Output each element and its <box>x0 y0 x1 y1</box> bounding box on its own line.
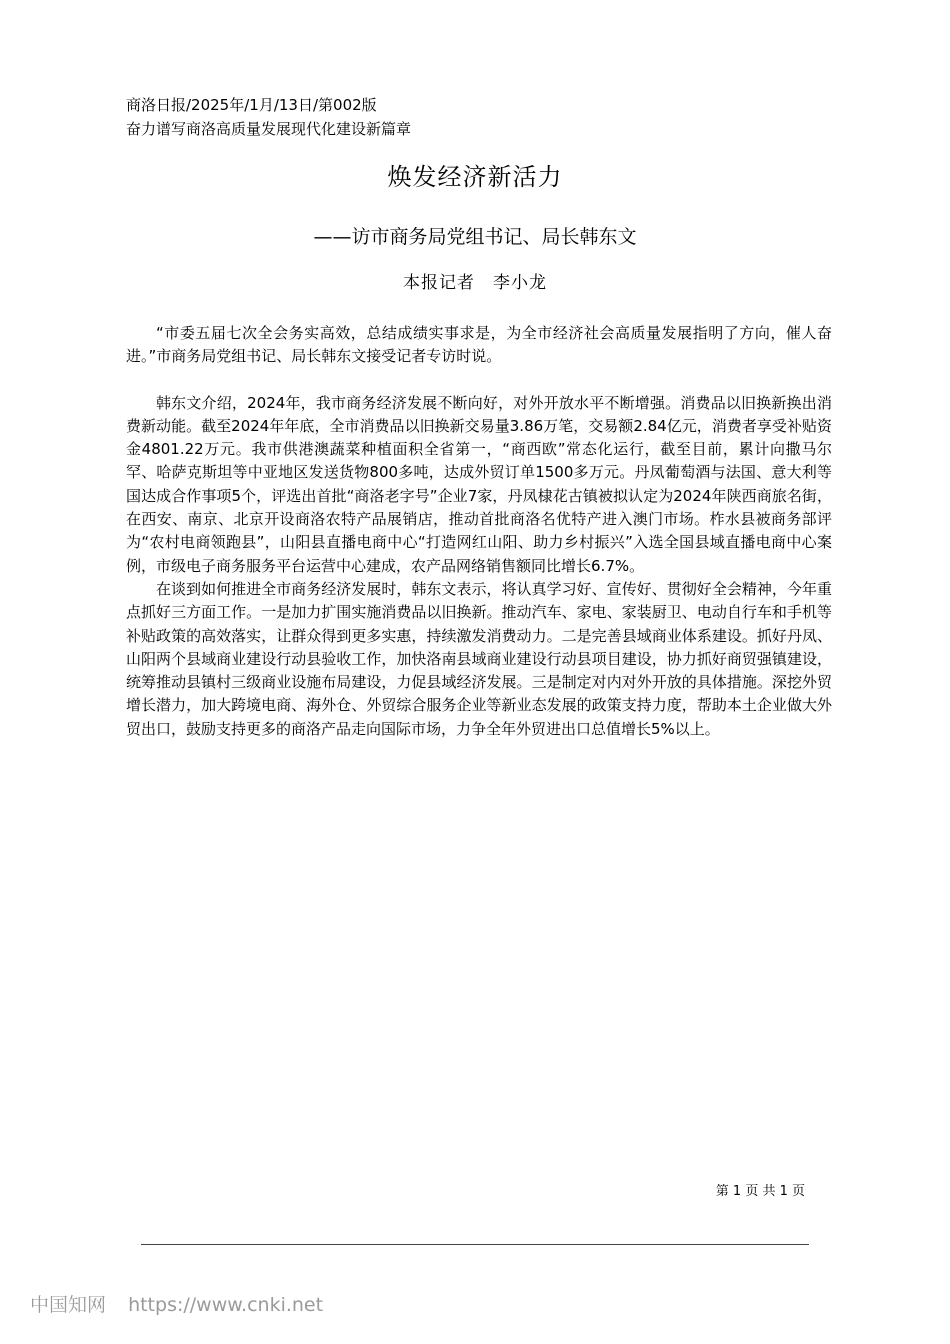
watermark-url: https://www.cnki.net <box>128 1294 324 1316</box>
column-title: 奋力谱写商洛高质量发展现代化建设新篇章 <box>126 120 412 138</box>
newspaper-source-line: 商洛日报/2025年/1月/13日/第002版 <box>126 96 377 114</box>
article-paragraph: 在谈到如何推进全市商务经济发展时，韩东文表示，将认真学习好、宣传好、贯彻好全会精神，今年重点抓好三方面工作。一是加力扩围实施消费品以旧换新。推动汽车、家电、家装厨卫、电动自行车和手机等补贴政策的高效落实，让群众得到更多实惠，持续激发消费动力。二是完善县域商业体系建设。抓好丹凤、山阳两个县域商业建设行动县验收工作，加快洛南县域商业建设行动县项目建设，协力抓好商贸强镇建设，统筹推动县镇村三级商业设施布局建设，力促县域经济发展。三是制定对内对外开放的具体措施。深挖外贸增长潜力，加大跨境电商、海外仓、外贸综合服务企业等新业态发展的政策支持力度，帮助本土企业做大外贸出口，鼓励支持更多的商洛产品走向国际市场，力争全年外贸进出口总值增长5%以上。 <box>126 579 832 738</box>
article-title: 焕发经济新活力 <box>387 163 563 191</box>
article-subtitle: ——访市商务局党组书记、局长韩东文 <box>313 226 637 248</box>
page-number: 第 1 页 共 1 页 <box>715 1184 805 1199</box>
article-paragraph: “市委五届七次全会务实高效，总结成绩实事求是，为全市经济社会高质量发展指明了方向，催人奋进。”市商务局党组书记、局长韩东文接受记者专访时说。 <box>126 324 832 366</box>
article-source-header <box>126 93 411 141</box>
cnki-watermark <box>30 1292 323 1318</box>
watermark-brand: 中国知网 <box>30 1294 107 1316</box>
article-byline: 本报记者 李小龙 <box>403 273 547 293</box>
footer-divider <box>141 1244 809 1245</box>
article-paragraph: 韩东文介绍，2024年，我市商务经济发展不断向好，对外开放水平不断增强。消费品以旧换新换出消费新动能。截至2024年年底，全市消费品以旧换新交易量3.86万笔，交易额2.84亿元，消费者享受补贴资金4801.22万元。我市供港澳蔬菜种植面积全省第一，“商西欧”常态化运行，截至目前，累计向撒马尔罕、哈萨克斯坦等中亚地区发送货物800多吨，达成外贸订单1500多万元。丹凤葡萄酒与法国、意大利等国达成合作事项5个，评选出首批“商洛老字号”企业7家，丹凤棣花古镇被拟认定为2024年陕西商旅名街，在西安、南京、北京开设商洛农特产品展销店，推动首批商洛名优特产进入澳门市场。柞水县被商务部评为“农村电商领跑县”，山阳县直播电商中心“打造网红山阳、助力乡村振兴”入选全国县域直播电商中心案例，市级电子商务服务平台运营中心建成，农产品网络销售额同比增长6.7%。 <box>126 393 832 575</box>
article-body <box>126 322 832 741</box>
